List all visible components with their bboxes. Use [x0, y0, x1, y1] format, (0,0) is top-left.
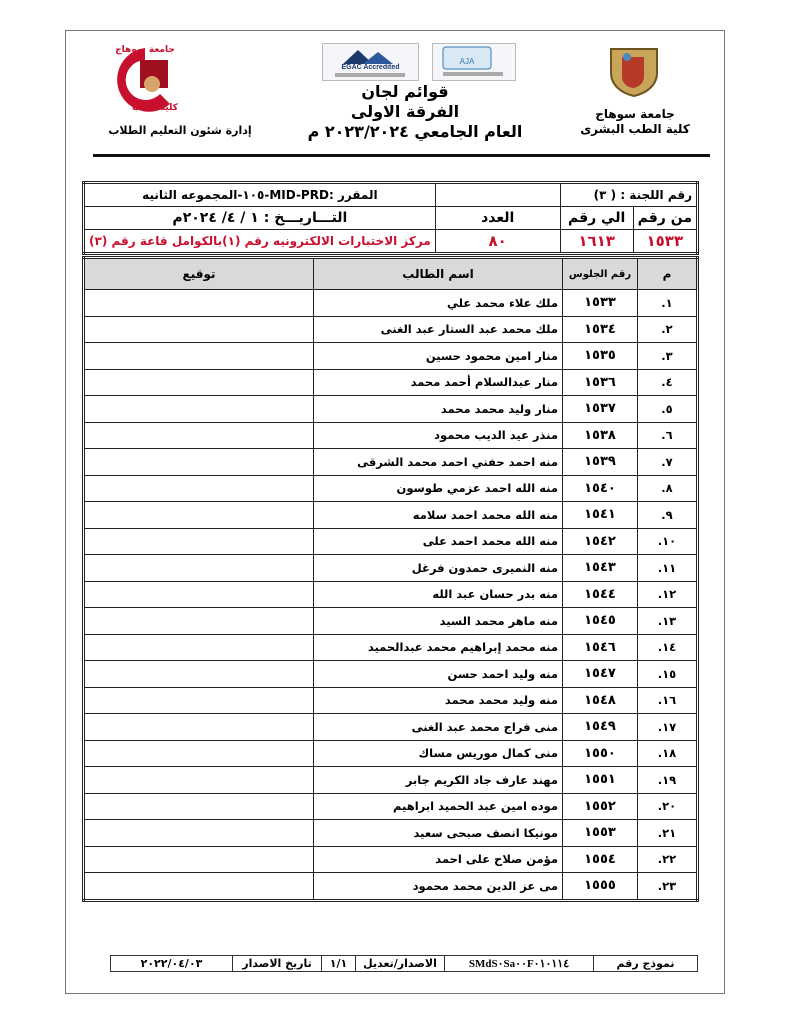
signature-cell[interactable]: [84, 687, 314, 714]
seat-number: ١٥٥٢: [563, 793, 638, 820]
sohag-university-logo: [605, 45, 663, 97]
table-row: [84, 316, 698, 343]
seat-number: ١٥٤٦: [563, 634, 638, 661]
seat-number: ١٥٣٧: [563, 396, 638, 423]
row-index: ٦.: [638, 422, 698, 449]
row-index: ٢٠.: [638, 793, 698, 820]
university-name: جامعة سوهاج: [595, 107, 675, 121]
student-name: منذر عيد الديب محمود: [314, 422, 563, 449]
signature-cell[interactable]: [84, 767, 314, 794]
row-index: ٩.: [638, 502, 698, 529]
from-value: ١٥٣٣: [633, 230, 697, 254]
faculty-name: كلية الطب البشرى: [580, 122, 690, 136]
col-index-header: م: [638, 258, 698, 290]
seat-number: ١٥٤٣: [563, 555, 638, 582]
count-value: ٨٠: [435, 230, 560, 254]
version-label: الاصدار/تعديل: [356, 956, 445, 972]
seat-number: ١٥٤٠: [563, 475, 638, 502]
svg-text:AJA: AJA: [459, 57, 475, 66]
table-row: [84, 767, 698, 794]
table-row: [84, 634, 698, 661]
table-row: [84, 873, 698, 901]
student-name: مى عز الدين محمد محمود: [314, 873, 563, 901]
seat-number: ١٥٤١: [563, 502, 638, 529]
seat-number: ١٥٣٥: [563, 343, 638, 370]
signature-cell[interactable]: [84, 502, 314, 529]
signature-cell[interactable]: [84, 343, 314, 370]
row-index: ١١.: [638, 555, 698, 582]
egac-logo-text: EGAC Accredited: [341, 64, 400, 71]
student-name: مؤمن صلاح على احمد: [314, 846, 563, 873]
signature-cell[interactable]: [84, 661, 314, 688]
student-name: منه الله محمد احمد سلامه: [314, 502, 563, 529]
student-name: منه بدر حسان عبد الله: [314, 581, 563, 608]
seat-number: ١٥٣٦: [563, 369, 638, 396]
col-seat-header: رقم الجلوس: [563, 258, 638, 290]
signature-cell[interactable]: [84, 290, 314, 317]
header-divider: [93, 154, 710, 157]
seat-number: ١٥٣٩: [563, 449, 638, 476]
seat-number: ١٥٤٤: [563, 581, 638, 608]
faculty-of-medicine-logo: [100, 40, 190, 116]
seat-number: ١٥٥١: [563, 767, 638, 794]
row-index: ١٧.: [638, 714, 698, 741]
signature-cell[interactable]: [84, 555, 314, 582]
table-row: [84, 581, 698, 608]
signature-cell[interactable]: [84, 873, 314, 901]
student-name: منار امين محمود حسين: [314, 343, 563, 370]
row-index: ٤.: [638, 369, 698, 396]
committee-info-table: [82, 181, 699, 255]
seat-number: ١٥٤٢: [563, 528, 638, 555]
seat-number: ١٥٤٩: [563, 714, 638, 741]
row-index: ٢٣.: [638, 873, 698, 901]
student-list-table: [82, 256, 699, 902]
student-name: منه محمد إبراهيم محمد عبدالحميد: [314, 634, 563, 661]
table-row: [84, 555, 698, 582]
row-index: ٢٢.: [638, 846, 698, 873]
col-name-header: اسم الطالب: [314, 258, 563, 290]
seat-number: ١٥٥٣: [563, 820, 638, 847]
seat-number: ١٥٣٤: [563, 316, 638, 343]
student-name: منى كمال موريس مساك: [314, 740, 563, 767]
seat-number: ١٥٣٣: [563, 290, 638, 317]
row-index: ٨.: [638, 475, 698, 502]
student-name: منه ماهر محمد السيد: [314, 608, 563, 635]
table-row: [84, 369, 698, 396]
department-name: إدارة شئون التعليم الطلاب: [108, 124, 252, 137]
egac-logo: [322, 43, 419, 81]
student-name: منار عبدالسلام أحمد محمد: [314, 369, 563, 396]
table-row: [84, 846, 698, 873]
course-code: المقرر :MID-PRD-١٠٥-المجموعه الثانيه: [84, 183, 436, 207]
seat-number: ١٥٤٧: [563, 661, 638, 688]
issue-date-value: ٢٠٢٢/٠٤/٠٣: [111, 956, 233, 972]
year-group: الفرقة الاولى: [350, 102, 460, 121]
row-index: ١٤.: [638, 634, 698, 661]
count-label: العدد: [435, 207, 560, 230]
table-header-row: [84, 258, 698, 290]
signature-cell[interactable]: [84, 422, 314, 449]
row-index: ٢١.: [638, 820, 698, 847]
table-row: [84, 528, 698, 555]
signature-cell[interactable]: [84, 316, 314, 343]
seat-number: ١٥٥٠: [563, 740, 638, 767]
signature-cell[interactable]: [84, 740, 314, 767]
signature-cell[interactable]: [84, 846, 314, 873]
row-index: ١.: [638, 290, 698, 317]
table-row: [84, 449, 698, 476]
table-row: [84, 661, 698, 688]
version-value: ١/١: [322, 956, 356, 972]
student-name: ملك محمد عبد الستار عبد الغنى: [314, 316, 563, 343]
student-name: مونيكا انصف صبحى سعيد: [314, 820, 563, 847]
signature-cell[interactable]: [84, 449, 314, 476]
signature-cell[interactable]: [84, 793, 314, 820]
col-signature-header: توقيع: [84, 258, 314, 290]
signature-cell[interactable]: [84, 369, 314, 396]
seat-number: ١٥٤٨: [563, 687, 638, 714]
exam-location: مركز الاختبارات الالكترونيه رقم (١)بالكوامل قاعة رقم (٣): [84, 230, 436, 254]
svg-text:جامعة سوهاج: جامعة سوهاج: [115, 45, 175, 55]
student-name: منى فراج محمد عبد الغنى: [314, 714, 563, 741]
student-name: منه احمد حفني احمد محمد الشرقى: [314, 449, 563, 476]
aja-logo: [432, 43, 516, 81]
form-number-value: SMdS٠Sa٠٠F٠١٠١١٤: [445, 956, 594, 972]
row-index: ٢.: [638, 316, 698, 343]
row-index: ١٣.: [638, 608, 698, 635]
committee-number: رقم اللجنة : ( ٣): [560, 183, 697, 207]
row-index: ٧.: [638, 449, 698, 476]
table-row: [84, 714, 698, 741]
seat-number: ١٥٥٥: [563, 873, 638, 901]
student-name: منار وليد محمد محمد: [314, 396, 563, 423]
table-row: [84, 422, 698, 449]
seat-number: ١٥٥٤: [563, 846, 638, 873]
signature-cell[interactable]: [84, 634, 314, 661]
signature-cell[interactable]: [84, 581, 314, 608]
student-name: منه النميرى حمدون فرغل: [314, 555, 563, 582]
from-label: من رقم: [633, 207, 697, 230]
form-number-label: نموذج رقم: [594, 956, 698, 972]
blank-cell: [435, 183, 560, 207]
table-row: [84, 793, 698, 820]
to-value: ١٦١٣: [560, 230, 633, 254]
row-index: ٣.: [638, 343, 698, 370]
table-row: [84, 396, 698, 423]
academic-year: العام الجامعي ٢٠٢٣/٢٠٢٤ م: [307, 122, 523, 141]
row-index: ٥.: [638, 396, 698, 423]
seat-number: ١٥٣٨: [563, 422, 638, 449]
table-row: [84, 740, 698, 767]
to-label: الي رقم: [560, 207, 633, 230]
svg-text:كلية الطب: كلية الطب: [132, 103, 178, 113]
signature-cell[interactable]: [84, 475, 314, 502]
row-index: ١٢.: [638, 581, 698, 608]
seat-number: ١٥٤٥: [563, 608, 638, 635]
table-row: [84, 687, 698, 714]
student-name: مهند عارف جاد الكريم جابر: [314, 767, 563, 794]
table-row: [84, 820, 698, 847]
signature-cell[interactable]: [84, 608, 314, 635]
table-row: [84, 475, 698, 502]
signature-cell[interactable]: [84, 396, 314, 423]
row-index: ١٩.: [638, 767, 698, 794]
table-row: [84, 343, 698, 370]
signature-cell[interactable]: [84, 714, 314, 741]
student-name: منه الله احمد عزمي طوسون: [314, 475, 563, 502]
signature-cell[interactable]: [84, 528, 314, 555]
form-footer: [110, 955, 698, 972]
table-row: [84, 608, 698, 635]
signature-cell[interactable]: [84, 820, 314, 847]
student-name: موده امين عبد الحميد ابراهيم: [314, 793, 563, 820]
student-name: منه الله محمد احمد على: [314, 528, 563, 555]
student-name: منه وليد محمد محمد: [314, 687, 563, 714]
row-index: ١٠.: [638, 528, 698, 555]
row-index: ١٦.: [638, 687, 698, 714]
table-row: [84, 290, 698, 317]
exam-date: التـــاريـــخ : ١ / ٤/ ٢٠٢٤م: [84, 207, 436, 230]
issue-date-label: تاريخ الاصدار: [233, 956, 322, 972]
table-row: [84, 502, 698, 529]
row-index: ١٨.: [638, 740, 698, 767]
row-index: ١٥.: [638, 661, 698, 688]
doc-title: قوائم لجان: [361, 82, 449, 101]
student-name: منه وليد احمد حسن: [314, 661, 563, 688]
student-name: ملك علاء محمد علي: [314, 290, 563, 317]
